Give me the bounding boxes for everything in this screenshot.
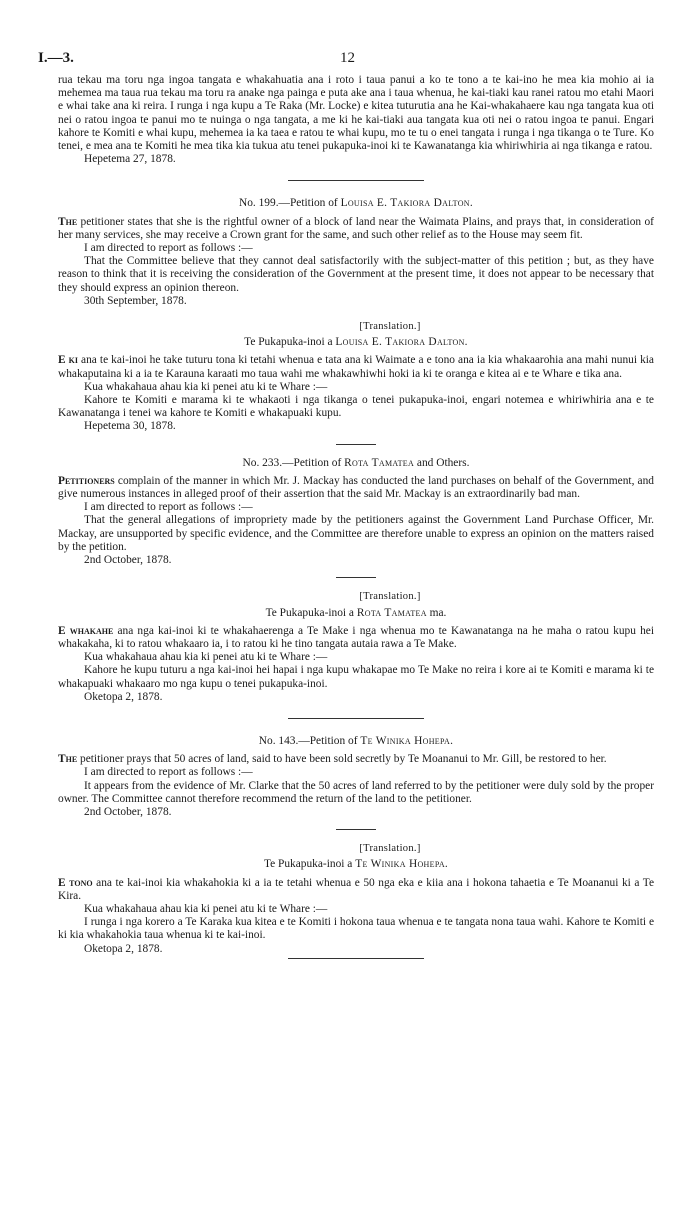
section-divider	[288, 180, 424, 181]
end-divider	[288, 958, 424, 959]
translation-petitioner-name: Rota Tamatea	[356, 606, 427, 619]
translation-date: Oketopa 2, 1878.	[84, 942, 163, 955]
continuation-date: Hepetema 27, 1878.	[84, 153, 176, 166]
translation-divider	[336, 829, 376, 830]
translation-body	[58, 877, 654, 903]
translation-body-text: ana nga kai-inoi ki te whakahaerenga a Te Make i nga whenua mo te Kawanatanga na he maha o ratou kupu hei whakakaha, ki to ratou whakaaro ia, i to ratou ki he tino tangata autaia rawa a Te Make.	[58, 624, 654, 650]
lead-word: Petitioners	[58, 474, 115, 487]
petition-body-text: petitioner prays that 50 acres of land, said to have been sold secretly by Te Moananui to Mr. Gill, be restored to her.	[80, 753, 607, 766]
translation-heading-prefix: Te Pukapuka-inoi a	[263, 858, 353, 871]
petition-199	[58, 197, 654, 433]
translation-lead-word: E ki	[58, 354, 78, 367]
translation-report-text: I runga i nga korero a Te Karaka kua kitea e te Komiti i hokona taua whenua e te tangata nona taua wahi. Kahore te Komiti e ki kia whakahokia taua whenua ki te kai-inoi.	[58, 916, 654, 942]
heading-prefix: No. 143.—Petition of	[258, 734, 358, 747]
translation-date: Hepetema 30, 1878.	[84, 420, 176, 433]
translation-heading	[58, 607, 654, 620]
translation-report-text: Kahore te Komiti e marama ki te whakaoti i nga tikanga o tenei pukapuka-inoi, engari notemea e whiriwhiria ana e te Kawanatanga i tenei wa kahore te Komiti e whakapuaki kupu.	[58, 394, 654, 420]
translation-heading-prefix: Te Pukapuka-inoi a	[244, 336, 333, 349]
translation-report-intro: Kua whakahaua ahau kia ki penei atu ki te Whare :—	[84, 902, 328, 915]
translation-heading-suffix: ma.	[429, 606, 447, 619]
petition-body-text: complain of the manner in which Mr. J. Mackay has conducted the land purchases on behalf of the Government, and give numerous instances in alleged proof of their assertion that the said Mr. Mackay is an extraordinarily bad man.	[58, 474, 654, 501]
translation-report-text: Kahore he kupu tuturu a nga kai-inoi hei hapai i nga kupu whakapae mo Te Make no reira i kore ai te Komiti e marama ki te whakapuaki whakaaro mo nga kupu o tenei pukapuka-inoi.	[58, 664, 654, 690]
section-divider	[288, 718, 424, 719]
page-header	[38, 50, 654, 74]
petition-heading	[58, 197, 654, 210]
report-date: 30th September, 1878.	[84, 294, 187, 307]
petition-body	[58, 753, 654, 766]
translation-label: [Translation.]	[359, 591, 421, 603]
report-intro: I am directed to report as follows :—	[84, 766, 253, 779]
report-text: That the Committee believe that they cannot deal satisfactorily with the subject-matter of this petition ; but, as they have reason to think that it is receiving the consideration of the Government at the present time, it does not appear to be necessary that they should express an opinion thereon.	[58, 255, 654, 294]
report-intro: I am directed to report as follows :—	[84, 242, 253, 255]
translation-lead-word: E whakahe	[58, 624, 114, 637]
petition-body	[58, 216, 654, 242]
petition-233	[58, 457, 654, 704]
translation-petitioner-name: Louisa E. Takiora Dalton.	[335, 336, 468, 349]
petition-body	[58, 475, 654, 501]
petition-heading	[58, 457, 654, 470]
continuation-paragraph: rua tekau ma toru nga ingoa tangata e whakahuatia ana i roto i taua panui a ko te tono a te kai-ino he mea kia mohio ai ia mehemea ma taua rua tekau ma toru ra anake nga painga e puta ake ana i taua whenua, he kai-tiaki kau ranei ratou mo etahi Maori e whai take ana ki reira. I runga i nga kupu a Te Raka (Mr. Locke) e kitea tuturutia ana he Kai-whakahaere kau nga tangata kua oti nei o ratou ingoa te panui mo te nuinga o nga tangata, a me ki he kai-tiaki aua tangata kua oti nei o ratou ingoa te panui. Engari kahore te Komiti e whai kupu, mehemea ia ka taea e ratou te whai kupu, mo te tu o enei tangata i runga i nga tikanga o te Ture. Ko tenei, e mea ana te Komiti he mea tika kia tukua atu tenei pukapuka-inoi ki te Kawanatanga kia whiriwhiria ai nga tikanga e ratou.	[58, 74, 654, 153]
lead-word: The	[58, 215, 78, 228]
lead-word: The	[58, 753, 78, 766]
page-number: 12	[340, 50, 355, 66]
translation-body	[58, 625, 654, 651]
translation-heading	[58, 858, 654, 871]
report-date: 2nd October, 1878.	[84, 554, 172, 567]
report-intro: I am directed to report as follows :—	[84, 501, 253, 514]
document-reference: I.—3.	[38, 50, 74, 66]
translation-label: [Translation.]	[359, 321, 421, 333]
continuation-section	[58, 74, 654, 166]
translation-divider	[336, 577, 376, 578]
translation-body-text: ana te kai-inoi kia whakahokia ki a ia te tetahi whenua e 50 nga eka e kiia ana i hokona tahaetia e Te Moananui ki a Te Kira.	[58, 876, 654, 902]
heading-prefix: No. 199.—Petition of	[239, 197, 338, 210]
petitioner-name: Louisa E. Takiora Dalton.	[340, 197, 473, 210]
translation-body	[58, 354, 654, 380]
heading-suffix: and Others.	[416, 456, 470, 469]
petitioner-name: Te Winika Hohepa.	[360, 734, 454, 747]
report-date: 2nd October, 1878.	[84, 805, 172, 818]
translation-heading-prefix: Te Pukapuka-inoi a	[265, 606, 354, 619]
translation-report-intro: Kua whakahaua ahau kia ki penei atu ki te Whare :—	[84, 380, 328, 393]
petitioner-name: Rota Tamatea	[344, 456, 415, 469]
translation-heading	[58, 336, 654, 349]
translation-label: [Translation.]	[359, 843, 421, 855]
translation-report-intro: Kua whakahaua ahau kia ki penei atu ki te Whare :—	[84, 651, 328, 664]
translation-body-text: ana te kai-inoi he take tuturu tona ki tetahi whenua e tata ana ki Waimate a e tono ana ia kia whakaarohia ana mahi nunui kia whakaputaina ki a ia te Karauna karaati mo taua wahi me whakawhiwhi hoki ia ki te oranga e kitea ai e te Whare e tika ana.	[58, 354, 654, 380]
translation-lead-word: E tono	[58, 876, 93, 889]
petition-143	[58, 735, 654, 956]
report-text: That the general allegations of impropriety made by the petitioners against the Government Land Purchase Officer, Mr. Mackay, are unsupported by specific evidence, and the Committee are therefore unable to express an opinion on the matters raised by the petition.	[58, 514, 654, 553]
translation-date: Oketopa 2, 1878.	[84, 690, 163, 703]
report-text: It appears from the evidence of Mr. Clarke that the 50 acres of land referred to by the petitioner were duly sold by the proper owner. The Committee cannot therefore recommend the return of the land to the petitioner.	[58, 779, 654, 805]
translation-petitioner-name: Te Winika Hohepa.	[355, 858, 449, 871]
petition-body-text: petitioner states that she is the rightful owner of a block of land near the Waimata Plains, and prays that, in consideration of her many services, she may receive a Crown grant for the same, and such other relief as to the House may seem fit.	[58, 215, 654, 241]
section-divider	[336, 444, 376, 445]
heading-prefix: No. 233.—Petition of	[242, 456, 342, 469]
petition-heading	[58, 735, 654, 748]
